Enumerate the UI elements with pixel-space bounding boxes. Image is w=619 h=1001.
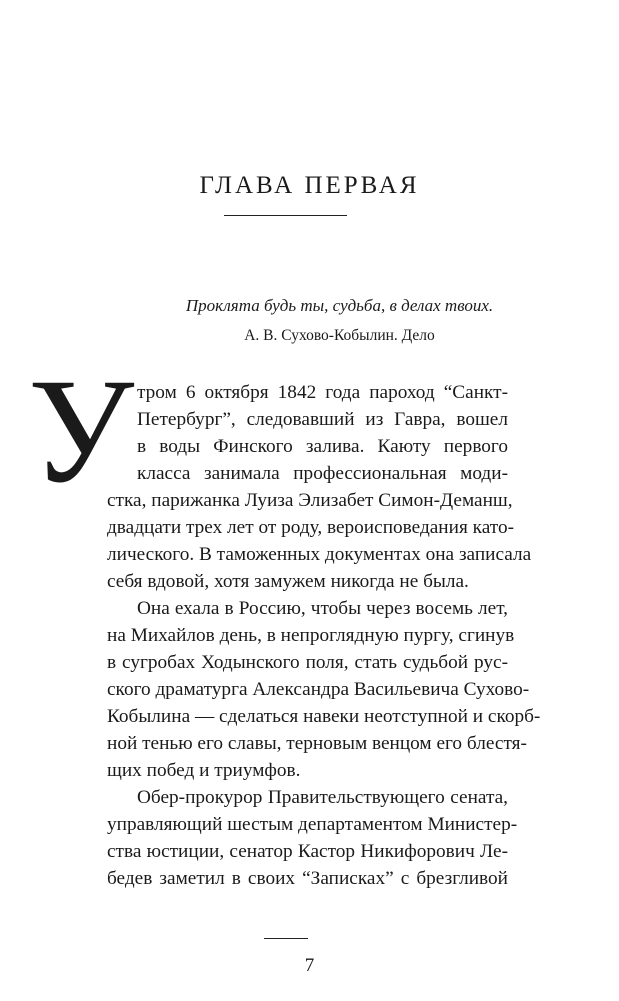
text-line: Кобылина — сделаться навеки неотступной и скорб-: [107, 706, 541, 727]
text-line: в воды Финского залива. Каюту первого: [137, 436, 508, 457]
text-line: Петербург”, следовавший из Гавра, вошел: [137, 409, 508, 430]
epigraph-text: Проклята будь ты, судьба, в делах твоих.: [185, 296, 494, 315]
text-line: ского драматурга Александра Васильевича Сухово-: [107, 679, 530, 700]
text-line: себя вдовой, хотя замужем никогда не была.: [107, 571, 469, 592]
text-line: Она ехала в Россию, чтобы через восемь лет,: [137, 598, 508, 619]
title-rule: [224, 215, 347, 216]
page-number: 7: [304, 955, 315, 976]
text-line: тром 6 октября 1842 года пароход “Санкт-: [137, 382, 508, 403]
epigraph-source: А. В. Сухово-Кобылин. Дело: [244, 327, 435, 344]
text-line: в сугробах Ходынского поля, стать судьбой рус-: [107, 652, 508, 673]
text-line: ной тенью его славы, терновым венцом его блестя-: [107, 733, 527, 754]
text-line: двадцати трех лет от роду, вероисповедания като-: [107, 517, 515, 538]
text-line: Обер-прокурор Правительствующего сената,: [137, 787, 508, 808]
text-line: управляющий шестым департаментом Министер-: [107, 814, 518, 835]
text-line: на Михайлов день, в непроглядную пургу, сгинув: [107, 625, 515, 646]
text-line: класса занимала профессиональная моди-: [137, 463, 508, 484]
chapter-title: ГЛАВА ПЕРВАЯ: [199, 172, 420, 199]
footer-rule: [264, 938, 308, 939]
text-line: лического. В таможенных документах она записала: [107, 544, 532, 565]
text-line: бедев заметил в своих “Записках” с брезгливой: [107, 868, 508, 889]
drop-cap: У: [28, 348, 135, 514]
text-line: ства юстиции, сенатор Кастор Никифорович Ле-: [107, 841, 508, 862]
text-line: щих побед и триумфов.: [107, 760, 301, 781]
text-line: стка, парижанка Луиза Элизабет Симон-Деманш,: [107, 490, 513, 511]
